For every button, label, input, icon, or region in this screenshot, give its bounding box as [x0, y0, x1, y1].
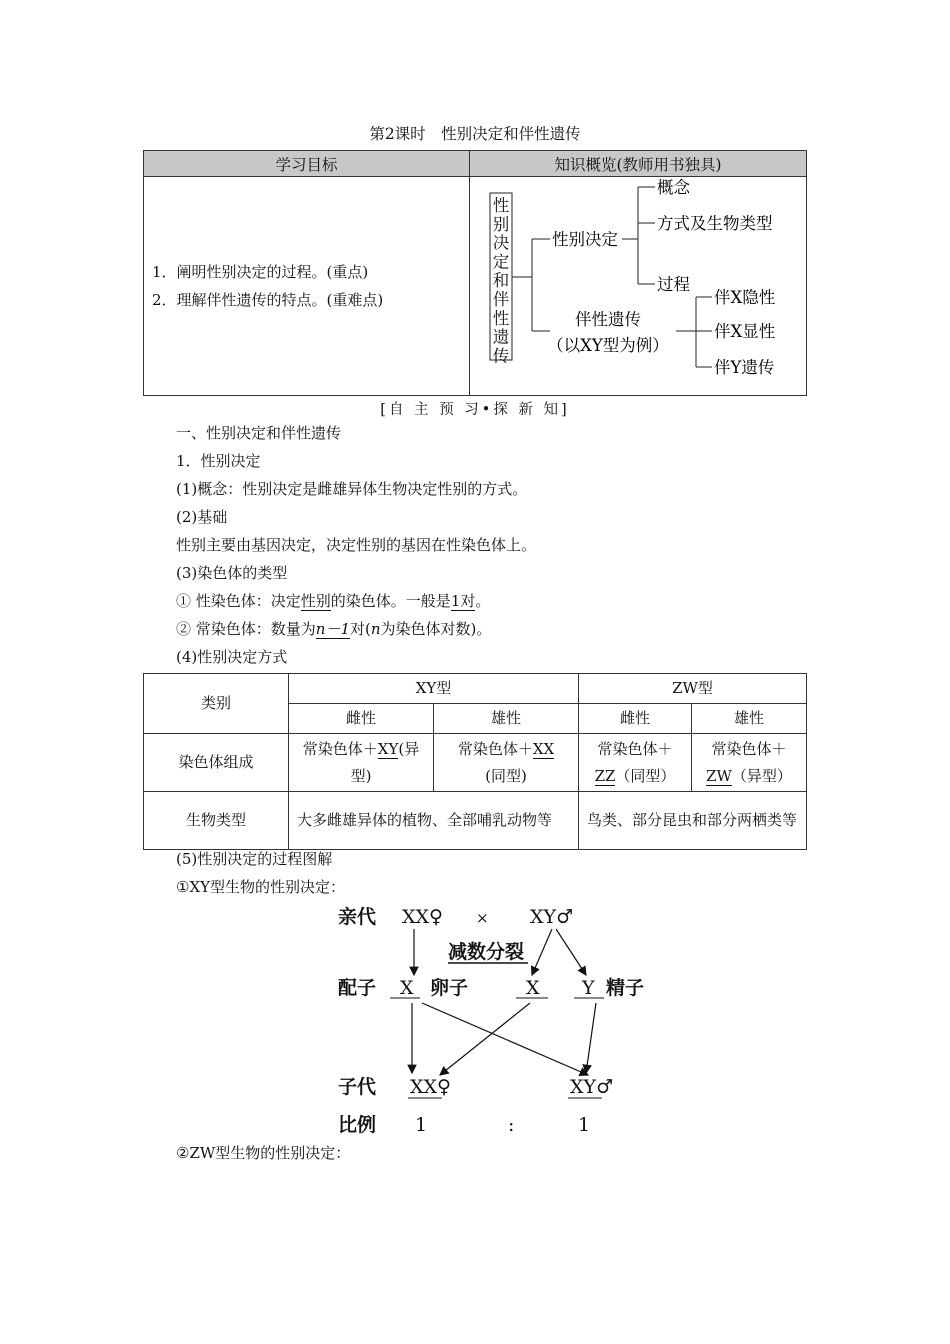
- section-heading: 一、性别决定和伴性遗传: [176, 424, 342, 442]
- ratio-separator: :: [508, 1114, 515, 1136]
- goals-table: [143, 150, 807, 396]
- table-cell: 鸟类、部分昆虫和部分两栖类等: [579, 792, 807, 850]
- concept-map-cell: [470, 177, 807, 396]
- map-branch-sex-determination: 性别决定: [552, 230, 618, 249]
- meiosis-label: 减数分裂: [448, 941, 525, 963]
- table-header: 雌性: [579, 704, 692, 734]
- map-branch-sex-linked-note: （以XY型为例）: [547, 336, 669, 355]
- child-male: XY♂: [570, 1076, 614, 1098]
- table-cell: 大多雌雄异体的植物、全部哺乳动物等: [289, 792, 579, 850]
- goals-cell: [144, 177, 470, 396]
- overview-header: 知识概览(教师用书独具): [470, 151, 807, 177]
- blank-answer: n－1: [315, 620, 350, 638]
- paragraph: (5)性别决定的过程图解: [176, 850, 333, 868]
- egg-label: 卵子: [430, 977, 469, 999]
- table-header: 雌性: [289, 704, 434, 734]
- blank-answer: ZW: [706, 766, 732, 785]
- table-cell: 常染色体＋XY(异型): [289, 734, 434, 792]
- map-leaf: 伴X隐性: [714, 288, 776, 307]
- table-cell: 常染色体＋ ZZ（同型）: [579, 734, 692, 792]
- goal-item: 2．理解伴性遗传的特点。(重难点): [152, 291, 384, 309]
- blank-answer: 性别: [300, 592, 331, 610]
- paragraph: (1)概念：性别决定是雌雄异体生物决定性别的方式。: [176, 480, 528, 498]
- text: 。: [475, 592, 491, 610]
- map-leaf: 伴Y遗传: [714, 358, 775, 377]
- paragraph: (4)性别决定方式: [176, 648, 288, 666]
- blank-answer: XX: [532, 739, 555, 758]
- cross-symbol: ×: [476, 909, 489, 927]
- egg-gamete: X: [400, 977, 414, 999]
- section-band: [自 主 预 习•探 新 知]: [380, 402, 570, 418]
- blank-answer: ZZ: [594, 766, 616, 785]
- text: 为染色体对数)。: [380, 620, 492, 638]
- text: 对(: [350, 620, 371, 638]
- ratio-value: 1: [578, 1114, 591, 1136]
- text: ① 性染色体：决定: [176, 592, 301, 610]
- table-row-label: 染色体组成: [144, 734, 289, 792]
- goals-header: 学习目标: [144, 151, 470, 177]
- root-char: 伴: [492, 290, 510, 309]
- blank-answer: 1对: [450, 592, 476, 610]
- table-cell: 常染色体＋ ZW（异型）: [692, 734, 807, 792]
- parents-label: 亲代: [338, 906, 377, 928]
- xy-determination-diagram: [330, 895, 670, 1145]
- map-branch-sex-linked: 伴性遗传: [575, 310, 641, 329]
- sex-determination-table: [143, 673, 807, 850]
- text: 的染色体。一般是: [330, 592, 451, 610]
- table-header: ZW型: [579, 674, 807, 704]
- root-char: 性: [492, 308, 510, 328]
- paragraph: ①XY型生物的性别决定：: [176, 878, 346, 896]
- concept-map: [470, 177, 806, 395]
- root-char: 性: [492, 196, 510, 215]
- text: ② 常染色体：数量为: [176, 620, 316, 638]
- paragraph: ②ZW型生物的性别决定：: [176, 1144, 351, 1162]
- offspring-label: 子代: [338, 1076, 377, 1098]
- father-genotype: XY♂: [530, 906, 574, 928]
- blank-answer: XY: [377, 739, 399, 758]
- map-leaf: 过程: [657, 275, 690, 294]
- sperm-label: 精子: [606, 977, 645, 999]
- table-header: 类别: [144, 674, 289, 734]
- page-title: 第2课时 性别决定和伴性遗传: [369, 125, 581, 143]
- paragraph: (2)基础: [176, 508, 228, 526]
- sperm-gamete-y: Y: [582, 977, 595, 999]
- root-char: 别: [492, 214, 510, 234]
- root-char: 和: [492, 271, 510, 291]
- root-char: 传: [492, 346, 510, 366]
- concept-map-root: [493, 196, 510, 365]
- root-char: 遗: [492, 327, 510, 347]
- svg-text:性别决定和伴性遗传: [493, 196, 510, 365]
- table-header: 雄性: [434, 704, 579, 734]
- root-char: 决: [492, 233, 510, 253]
- item-heading: 1．性别决定: [176, 452, 261, 470]
- table-cell: 常染色体＋XX (同型): [434, 734, 579, 792]
- map-leaf: 概念: [657, 178, 690, 197]
- table-header: 雄性: [692, 704, 807, 734]
- ratio-label: 比例: [338, 1114, 377, 1136]
- sperm-gamete-x: X: [526, 977, 540, 999]
- paragraph: (3)染色体的类型: [176, 564, 288, 582]
- map-leaf: 方式及生物类型: [657, 214, 773, 233]
- gametes-label: 配子: [338, 977, 377, 999]
- paragraph: 性别主要由基因决定，决定性别的基因在性染色体上。: [176, 536, 537, 554]
- mother-genotype: XX♀: [402, 906, 443, 928]
- map-leaf: 伴X显性: [714, 322, 776, 341]
- goal-item: 1．阐明性别决定的过程。(重点): [152, 263, 369, 281]
- paragraph: [176, 619, 491, 639]
- table-header: XY型: [289, 674, 579, 704]
- root-char: 定: [492, 252, 510, 272]
- table-row-label: 生物类型: [144, 792, 289, 850]
- paragraph: [176, 591, 490, 611]
- text: n: [370, 620, 381, 638]
- child-female: XX♀: [410, 1076, 451, 1098]
- ratio-value: 1: [415, 1114, 428, 1136]
